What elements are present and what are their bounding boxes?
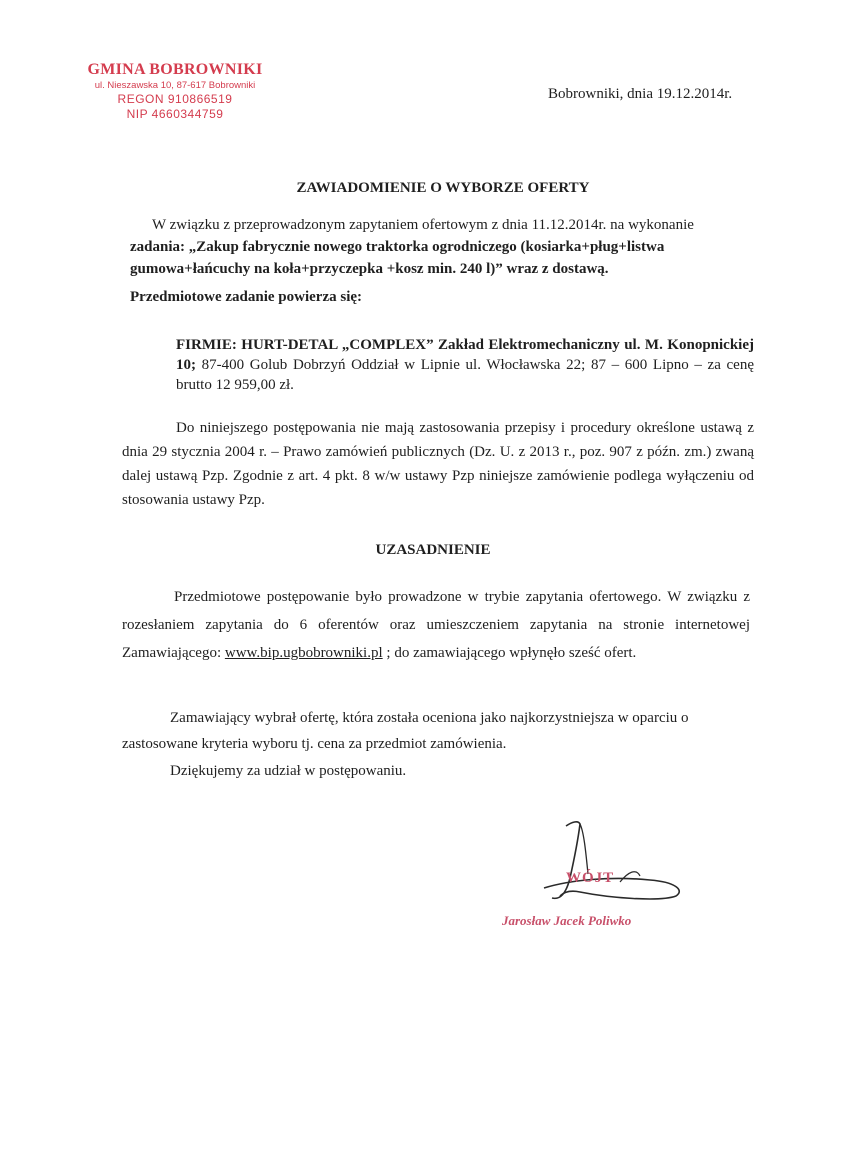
bip-link[interactable]: www.bip.ugbobrowniki.pl [224,645,383,661]
company-details: 87-400 Golub Dobrzyń Oddział w Lipnie ul. Włocławska 22; 87 – 600 Lipno – za cenę brutto 12 959,00 zł. [176,357,754,393]
handwritten-signature [500,810,760,950]
justification-paragraph [122,583,750,667]
intro-text: W związku z przeprowadzonym zapytaniem ofertowym z dnia 11.12.2014r. na wykonanie [152,217,694,233]
signature-block [500,810,760,950]
selection-paragraph: Zamawiający wybrał ofertę, która została oceniona jako najkorzystniejsza w oparciu o zastosowane kryteria wyboru tj. cena za przedmiot zamówienia. [122,710,689,752]
task-description: zadania: „Zakup fabrycznie nowego traktorka ogrodniczego (kosiarka+pług+listwa gumowa+łańcuchy na koła+przyczepka +kosz min. 240 l)” wraz z dostawą. [130,239,665,277]
municipality-stamp [80,60,270,122]
document-title: ZAWIADOMIENIE O WYBORZE OFERTY [296,180,590,196]
mayor-title-stamp: WÓJT [566,870,615,886]
assigned-heading: Przedmiotowe zadanie powierza się: [130,289,363,305]
company-block [176,335,754,395]
stamp-nip: NIP 4660344759 [126,107,224,121]
legal-paragraph: Do niniejszego postępowania nie mają zastosowania przepisy i procedury określone ustawą z dnia 29 stycznia 2004 r. – Prawo zamówień publicznych (Dz. U. z 2013 r., poz. 907 z późn. zm.) zwaną dalej ustawą Pzp. Zgodnie z art. 4 pkt. 8 w/w ustawy Pzp niniejsze zamówienie podlega wyłączeniu od stosowania ustawy Pzp. [122,420,754,508]
stamp-title: GMINA BOBROWNIKI [87,61,263,78]
signer-name-stamp: Jarosław Jacek Poliwko [502,913,632,928]
company-name: FIRMIE: HURT-DETAL „COMPLEX” Zakład Elektromechaniczny ul. M. Konopnickiej 10; [176,337,754,373]
stamp-address: ul. Nieszawska 10, 87-617 Bobrowniki [94,80,256,91]
thanks-text: Dziękujemy za udział w postępowaniu. [170,763,407,779]
document-date: Bobrowniki, dnia 19.12.2014r. [548,86,733,102]
justification-title: UZASADNIENIE [375,542,491,558]
justification-text: Przedmiotowe postępowanie było prowadzone w trybie zapytania ofertowego. W związku z rozesłaniem zapytania do 6 oferentów oraz umieszczeniem zapytania na stronie internetowej Zamawiającego: [122,589,750,661]
justification-text-end: ; do zamawiającego wpłynęło sześć ofert. [382,645,637,661]
stamp-regon: REGON 910866519 [117,92,233,106]
intro-paragraph [130,214,756,280]
